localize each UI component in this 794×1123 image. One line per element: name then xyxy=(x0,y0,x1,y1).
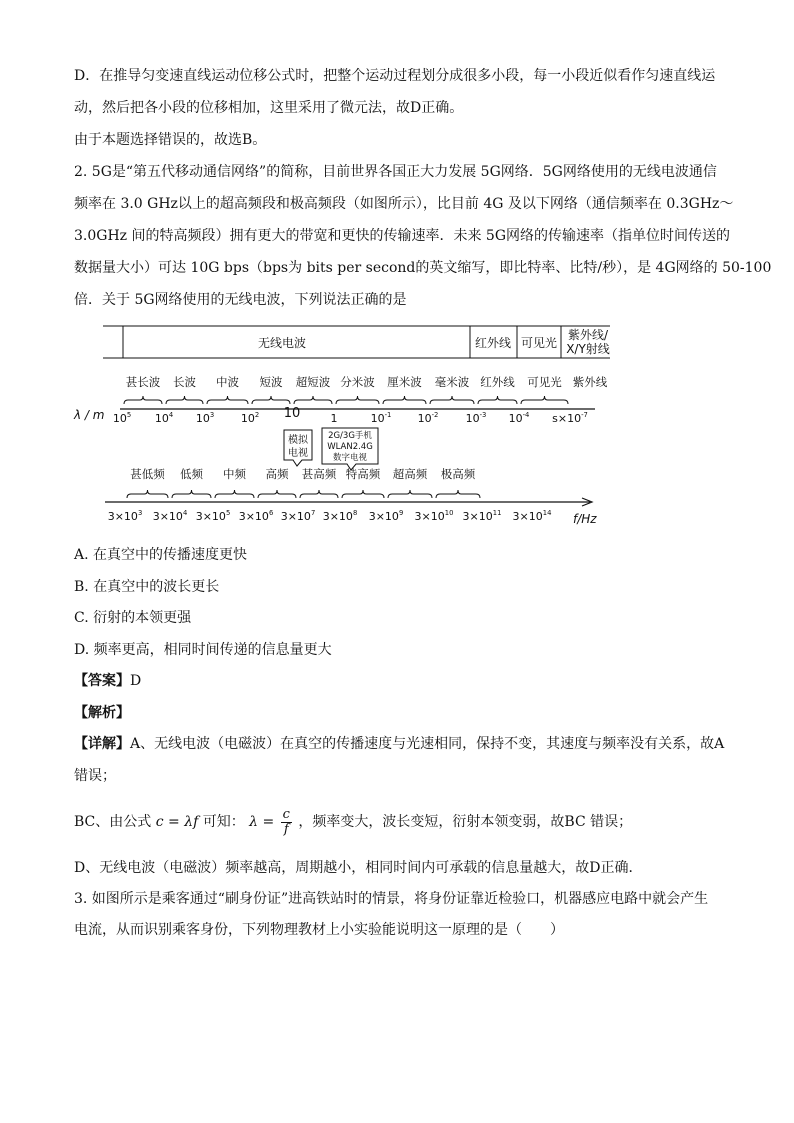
band-label-infrared: 红外线 xyxy=(474,336,512,350)
question-2-line: 2. 5G是“第五代移动通信网络”的简称，目前世界各国正大力发展 5G网络．5G网络使用的无线电波通信 xyxy=(74,164,717,180)
detail-text: A、无线电波（电磁波）在真空的传播速度与光速相同，保持不变，其速度与频率没有关系，故A xyxy=(130,736,725,752)
callout-mobile-line: WLAN2.4G xyxy=(327,442,373,452)
band-label-xray: X/Y射线 xyxy=(566,342,610,356)
callout-mobile-wlan xyxy=(322,428,378,470)
frequency-brace xyxy=(388,490,432,498)
detail-formula-line xyxy=(74,806,726,838)
question-3-line: 电流，从而识别乘客身份，下列物理教材上小实验能说明这一原理的是（ ） xyxy=(74,922,564,938)
frequency-tick-label: $3\times 10^8$ xyxy=(322,509,358,523)
wave-brace xyxy=(383,396,426,404)
frequency-name-label: 极高频 xyxy=(440,467,476,481)
frequency-tick-label: $3\times 10^5$ xyxy=(195,509,231,523)
formula-lambda: λ = xyxy=(249,814,275,830)
wave-name-label: 长波 xyxy=(173,375,196,389)
frequency-name-label: 甚低频 xyxy=(130,467,165,481)
text-line: 动，然后把各小段的位移相加，这里采用了微元法，故D正确。 xyxy=(74,100,464,116)
detail-line: 错误； xyxy=(74,768,116,784)
wave-brace xyxy=(294,396,332,404)
callout-analog-tv-line: 模拟 xyxy=(288,435,308,446)
wave-brace xyxy=(124,396,162,404)
wave-name-label: 毫米波 xyxy=(434,375,470,389)
formula-fraction xyxy=(281,808,292,837)
frequency-brace xyxy=(127,490,168,498)
frequency-tick-label: $3\times 10^9$ xyxy=(368,509,404,523)
wave-brace xyxy=(252,396,290,404)
wavelength-tick-label: $10^{-2}$ xyxy=(417,411,439,425)
wavelength-tick-label: $10^3$ xyxy=(195,411,215,425)
callout-analog-tv xyxy=(284,430,312,466)
formula-suffix: ，频率变大，波长变短，衍射本领变弱，故BC 错误； xyxy=(298,814,633,830)
frequency-braces xyxy=(127,490,480,498)
frequency-tick-label: $3\times 10^3$ xyxy=(107,509,143,523)
detail-line xyxy=(74,734,726,754)
frequency-name-label: 低频 xyxy=(180,467,203,481)
wave-brace xyxy=(336,396,379,404)
formula-mid: 可知： xyxy=(202,814,245,830)
wave-name-label: 红外线 xyxy=(480,375,515,389)
frequency-name-labels xyxy=(130,467,475,481)
wave-brace xyxy=(207,396,248,404)
wave-brace xyxy=(430,396,474,404)
text-line: 由于本题选择错误的，故选B。 xyxy=(74,132,267,148)
answer-label: 【答案】 xyxy=(74,673,130,689)
question-2-line: 倍．关于 5G网络使用的无线电波，下列说法正确的是 xyxy=(74,292,407,308)
callout-mobile-line: 数字电视 xyxy=(332,453,368,463)
analysis-line xyxy=(74,703,726,723)
wave-brace xyxy=(166,396,203,404)
option-b: B. 在真空中的波长更长 xyxy=(74,579,220,595)
frequency-tick-label: $3\times 10^{11}$ xyxy=(462,509,502,523)
band-label-uv: 紫外线/ xyxy=(567,328,609,342)
wavelength-tick-label: 1 xyxy=(330,412,338,425)
wave-name-labels xyxy=(126,375,608,389)
callout-analog-tv-line: 电视 xyxy=(288,448,308,459)
frequency-brace xyxy=(300,490,338,498)
answer-line xyxy=(74,671,726,691)
option-d: D. 频率更高，相同时间传递的信息量更大 xyxy=(74,642,332,658)
option-c: C. 衍射的本领更强 xyxy=(74,610,192,626)
frequency-tick-labels xyxy=(108,509,552,523)
frequency-name-label: 超高频 xyxy=(392,467,428,481)
electromagnetic-spectrum-diagram xyxy=(70,318,610,533)
frequency-tick-label: $3\times 10^7$ xyxy=(280,509,316,523)
wave-name-label: 超短波 xyxy=(295,375,331,389)
wave-name-label: 可见光 xyxy=(527,375,562,389)
wavelength-tick-label: $10^2$ xyxy=(240,411,260,425)
frequency-name-label: 甚高频 xyxy=(301,467,337,481)
frequency-tick-label: $3\times 10^4$ xyxy=(152,509,188,523)
wavelength-tick-label: $10^4$ xyxy=(154,411,174,425)
wave-name-label: 分米波 xyxy=(340,375,375,389)
wave-name-label: 紫外线 xyxy=(572,375,608,389)
wavelength-tick-label: $10^{-3}$ xyxy=(465,411,487,425)
wavelength-tick-label: $s\times 10^{-7}$ xyxy=(552,411,588,425)
frequency-brace xyxy=(342,490,384,498)
wave-brace xyxy=(478,396,517,404)
frequency-brace xyxy=(436,490,480,498)
band-label-visible: 可见光 xyxy=(520,336,558,350)
detail-line: D、无线电波（电磁波）频率越高，周期越小，相同时间内可承载的信息量越大，故D正确． xyxy=(74,860,643,876)
frequency-tick-label: $3\times 10^{10}$ xyxy=(414,509,454,523)
wavelength-tick-label: $10^{-1}$ xyxy=(370,411,392,425)
frequency-brace xyxy=(215,490,254,498)
wave-braces xyxy=(124,396,568,404)
wave-name-label: 中波 xyxy=(216,375,239,389)
wave-name-label: 甚长波 xyxy=(125,375,161,389)
callout-mobile-line: 2G/3G手机 xyxy=(328,431,372,441)
frequency-name-label: 高频 xyxy=(265,467,289,481)
wave-name-label: 短波 xyxy=(259,375,283,389)
question-3-line: 3. 如图所示是乘客通过“刷身份证”进高铁站时的情景，将身份证靠近检验口，机器感应电路中就会产生 xyxy=(74,891,709,907)
wavelength-tick-label: 10 xyxy=(283,406,301,421)
band-label-radio: 无线电波 xyxy=(257,336,307,350)
text-line: D．在推导匀变速直线运动位移公式时，把整个运动过程划分成很多小段，每一小段近似看作匀速直线运 xyxy=(74,68,716,84)
wave-name-label: 厘米波 xyxy=(387,375,422,389)
frequency-name-label: 特高频 xyxy=(345,467,381,481)
formula-prefix: BC、由公式 xyxy=(74,814,152,830)
option-a: A. 在真空中的传播速度更快 xyxy=(74,547,248,563)
answer-value: D xyxy=(130,673,142,689)
frequency-brace xyxy=(172,490,211,498)
wavelength-axis-label: λ / m xyxy=(74,408,105,422)
fraction-numerator: c xyxy=(282,806,290,822)
frequency-axis-label: f/Hz xyxy=(573,512,597,526)
analysis-label: 【解析】 xyxy=(74,705,130,721)
question-2-line: 频率在 3.0 GHz以上的超高频段和极高频段（如图所示），比目前 4G 及以下网络（通信频率在 0.3GHz～ xyxy=(74,196,734,212)
wave-brace xyxy=(521,396,568,404)
question-2-line: 3.0GHz 间的特高频段）拥有更大的带宽和更快的传输速率．未来 5G网络的传输速率（指单位时间传送的 xyxy=(74,228,731,244)
frequency-brace xyxy=(258,490,296,498)
frequency-name-label: 中频 xyxy=(223,467,246,481)
fraction-denominator: f xyxy=(283,821,289,837)
frequency-tick-label: $3\times 10^6$ xyxy=(238,509,274,523)
question-2-line: 数据量大小）可达 10G bps（bps为 bits per second的英文缩写，即比特率、比特/秒），是 4G网络的 50-100 xyxy=(74,260,772,276)
wavelength-tick-label: $10^5$ xyxy=(112,411,132,425)
detail-label: 【详解】 xyxy=(74,736,130,752)
formula-c-lambda-f: c = λf xyxy=(155,814,199,830)
wavelength-tick-label: $10^{-4}$ xyxy=(508,411,530,425)
frequency-tick-label: $3\times 10^{14}$ xyxy=(512,509,552,523)
